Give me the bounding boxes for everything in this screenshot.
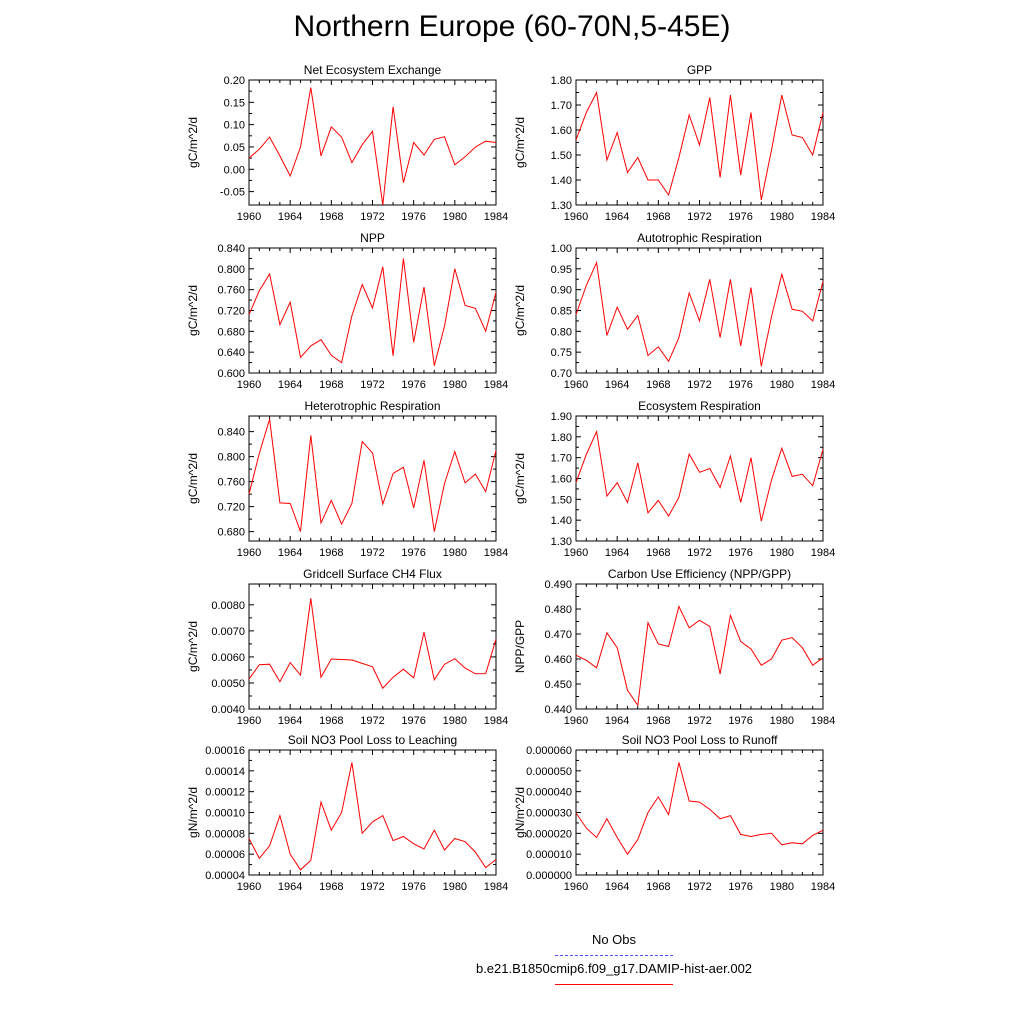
- y-tick-label: 0.800: [217, 263, 245, 276]
- x-tick-label: 1972: [360, 211, 385, 223]
- y-tick-label: 0.720: [217, 501, 245, 514]
- y-tick-label: 1.40: [550, 515, 572, 528]
- x-tick-label: 1980: [769, 715, 795, 727]
- series-line: [576, 763, 823, 855]
- y-tick-label: 0.760: [217, 476, 245, 489]
- x-tick-label: 1976: [728, 547, 753, 559]
- y-tick-label: 0.800: [217, 451, 245, 464]
- x-tick-label: 1964: [604, 881, 630, 893]
- y-tick-label: 1.60: [550, 473, 572, 486]
- y-tick-label: 0.450: [544, 679, 572, 691]
- y-tick-label: 1.70: [550, 100, 572, 112]
- x-tick-label: 1960: [236, 547, 262, 559]
- x-tick-label: 1984: [483, 547, 509, 559]
- y-axis-label: gC/m^2/d: [513, 117, 527, 168]
- x-tick-label: 1964: [277, 715, 303, 727]
- y-tick-label: 0.840: [217, 243, 245, 255]
- y-tick-label: 0.75: [550, 347, 572, 360]
- y-axis-label: gC/m^2/d: [186, 285, 200, 336]
- x-tick-label: 1976: [401, 715, 426, 727]
- x-tick-label: 1972: [360, 547, 385, 559]
- y-tick-label: 0.490: [544, 579, 572, 591]
- y-tick-label: 0.70: [550, 368, 572, 380]
- y-tick-label: 1.30: [550, 200, 572, 212]
- y-tick-label: 0.00: [223, 164, 245, 177]
- y-tick-label: 0.000060: [526, 745, 572, 757]
- legend-model-line: [555, 984, 673, 985]
- y-tick-label: 0.470: [544, 629, 572, 641]
- y-tick-label: 1.60: [550, 125, 572, 137]
- series-line: [249, 763, 496, 870]
- chart-panel-10: [513, 733, 835, 893]
- chart-panel-9: [186, 733, 508, 893]
- x-tick-label: 1984: [810, 547, 836, 559]
- x-tick-label: 1968: [319, 379, 344, 391]
- x-tick-label: 1984: [483, 211, 509, 223]
- y-tick-label: 1.40: [550, 175, 572, 187]
- x-tick-label: 1960: [563, 211, 589, 223]
- plot-frame: [249, 416, 496, 541]
- y-tick-label: 0.720: [217, 305, 245, 318]
- y-axis-label: gC/m^2/d: [513, 453, 527, 504]
- y-tick-label: 0.20: [223, 75, 245, 87]
- x-tick-label: 1972: [360, 881, 385, 893]
- y-axis-label: gC/m^2/d: [186, 453, 200, 504]
- y-axis-label: gN/m^2/d: [513, 787, 527, 838]
- x-tick-label: 1976: [728, 211, 753, 223]
- y-tick-label: 0.000030: [526, 807, 572, 820]
- y-tick-label: 0.760: [217, 284, 245, 297]
- y-tick-label: 0.00010: [205, 807, 245, 820]
- chart-panel-6: [513, 399, 835, 559]
- y-tick-label: 0.440: [544, 704, 572, 716]
- y-axis-label: gN/m^2/d: [186, 787, 200, 838]
- chart-title: Carbon Use Efficiency (NPP/GPP): [607, 567, 792, 581]
- x-tick-label: 1984: [810, 211, 836, 223]
- chart-panel-2: [513, 63, 835, 223]
- y-tick-label: 0.640: [217, 347, 245, 360]
- x-tick-label: 1976: [401, 881, 426, 893]
- x-tick-label: 1968: [319, 211, 344, 223]
- chart-title: Soil NO3 Pool Loss to Leaching: [287, 733, 458, 747]
- y-tick-label: 0.460: [544, 654, 572, 666]
- chart-title: Soil NO3 Pool Loss to Runoff: [621, 733, 778, 747]
- y-tick-label: 0.600: [217, 368, 245, 380]
- x-tick-label: 1972: [687, 211, 712, 223]
- series-line: [249, 88, 496, 205]
- y-tick-label: 0.00004: [205, 870, 245, 882]
- series-line: [576, 432, 823, 522]
- x-tick-label: 1984: [483, 715, 509, 727]
- legend-obs-line: [555, 955, 673, 956]
- x-tick-label: 1968: [319, 881, 344, 893]
- plot-frame: [249, 80, 496, 205]
- y-tick-label: 0.0060: [211, 651, 245, 664]
- chart-title: Ecosystem Respiration: [638, 399, 761, 413]
- legend-model-label: b.e21.B1850cmip6.f09_g17.DAMIP-hist-aer.002: [475, 961, 753, 976]
- chart-title: Net Ecosystem Exchange: [303, 63, 442, 77]
- x-tick-label: 1980: [442, 547, 468, 559]
- y-tick-label: 0.000010: [526, 849, 572, 862]
- plot-frame: [249, 584, 496, 709]
- x-tick-label: 1984: [810, 881, 836, 893]
- x-tick-label: 1968: [646, 881, 671, 893]
- chart-title: Heterotrophic Respiration: [304, 399, 441, 413]
- x-tick-label: 1960: [236, 211, 262, 223]
- series-line: [576, 263, 823, 367]
- y-tick-label: 0.80: [550, 326, 572, 339]
- series-line: [249, 258, 496, 365]
- x-tick-label: 1972: [687, 379, 712, 391]
- y-tick-label: 0.00006: [205, 849, 245, 862]
- x-tick-label: 1984: [810, 379, 836, 391]
- x-tick-label: 1976: [728, 881, 753, 893]
- y-tick-label: 1.90: [550, 411, 572, 423]
- x-tick-label: 1972: [687, 881, 712, 893]
- x-tick-label: 1968: [319, 547, 344, 559]
- x-tick-label: 1972: [687, 547, 712, 559]
- series-line: [576, 607, 823, 706]
- x-tick-label: 1976: [728, 715, 753, 727]
- y-tick-label: 0.90: [550, 284, 572, 297]
- chart-panel-1: [186, 63, 508, 223]
- y-tick-label: 1.30: [550, 536, 572, 548]
- x-tick-label: 1980: [769, 379, 795, 391]
- y-axis-label: gC/m^2/d: [186, 621, 200, 672]
- y-tick-label: 0.00014: [205, 765, 245, 778]
- x-tick-label: 1960: [236, 881, 262, 893]
- y-axis-label: gC/m^2/d: [186, 117, 200, 168]
- chart-title: GPP: [686, 63, 713, 77]
- plot-frame: [249, 750, 496, 875]
- x-tick-label: 1980: [442, 715, 468, 727]
- chart-title: Gridcell Surface CH4 Flux: [303, 567, 442, 581]
- y-tick-label: 0.0040: [211, 704, 245, 716]
- x-tick-label: 1972: [360, 715, 385, 727]
- chart-title: Autotrophic Respiration: [637, 231, 762, 245]
- x-tick-label: 1980: [442, 881, 468, 893]
- page-title: Northern Europe (60-70N,5-45E): [293, 10, 731, 43]
- plot-frame: [576, 248, 823, 373]
- x-tick-label: 1980: [442, 379, 468, 391]
- y-tick-label: 0.85: [550, 305, 572, 318]
- series-line: [249, 598, 496, 688]
- y-tick-label: 0.10: [223, 119, 245, 132]
- y-tick-label: 0.680: [217, 526, 245, 539]
- chart-title: NPP: [360, 231, 385, 245]
- y-tick-label: 1.00: [550, 243, 572, 255]
- x-tick-label: 1964: [604, 715, 630, 727]
- x-tick-label: 1964: [277, 379, 303, 391]
- x-tick-label: 1964: [604, 379, 630, 391]
- x-tick-label: 1964: [277, 547, 303, 559]
- y-tick-label: 0.00012: [205, 786, 245, 799]
- y-tick-label: 1.80: [550, 75, 572, 87]
- y-tick-label: 0.05: [223, 141, 245, 154]
- x-tick-label: 1968: [319, 715, 344, 727]
- x-tick-label: 1960: [563, 715, 589, 727]
- x-tick-label: 1972: [687, 715, 712, 727]
- x-tick-label: 1964: [277, 211, 303, 223]
- y-tick-label: 0.000000: [526, 870, 572, 882]
- chart-panel-4: [513, 231, 835, 391]
- series-line: [249, 419, 496, 531]
- x-tick-label: 1960: [563, 547, 589, 559]
- series-line: [576, 93, 823, 201]
- y-axis-label: gC/m^2/d: [513, 285, 527, 336]
- x-tick-label: 1980: [442, 211, 468, 223]
- x-tick-label: 1964: [604, 211, 630, 223]
- y-tick-label: 0.000040: [526, 786, 572, 799]
- x-tick-label: 1968: [646, 547, 671, 559]
- y-tick-label: 1.70: [550, 452, 572, 465]
- y-tick-label: 0.00016: [205, 745, 245, 757]
- x-tick-label: 1984: [483, 881, 509, 893]
- y-tick-label: 1.80: [550, 431, 572, 444]
- y-tick-label: 0.0080: [211, 599, 245, 612]
- y-tick-label: 0.95: [550, 263, 572, 276]
- x-tick-label: 1960: [236, 379, 262, 391]
- y-tick-label: -0.05: [219, 186, 245, 199]
- x-tick-label: 1980: [769, 211, 795, 223]
- chart-panel-8: [513, 567, 835, 727]
- x-tick-label: 1960: [236, 715, 262, 727]
- plot-frame: [576, 750, 823, 875]
- x-tick-label: 1968: [646, 715, 671, 727]
- legend-obs-label: No Obs: [591, 932, 637, 947]
- x-tick-label: 1968: [646, 211, 671, 223]
- x-tick-label: 1980: [769, 881, 795, 893]
- y-tick-label: 0.0070: [211, 625, 245, 638]
- x-tick-label: 1976: [401, 379, 426, 391]
- y-tick-label: 0.000050: [526, 765, 572, 778]
- y-tick-label: 0.840: [217, 426, 245, 439]
- y-tick-label: 0.00008: [205, 828, 245, 841]
- chart-panel-5: [186, 399, 508, 559]
- y-axis-label: NPP/GPP: [513, 619, 527, 674]
- y-tick-label: 0.680: [217, 326, 245, 339]
- chart-panel-3: [186, 231, 508, 391]
- x-tick-label: 1980: [769, 547, 795, 559]
- x-tick-label: 1964: [604, 547, 630, 559]
- plot-frame: [576, 584, 823, 709]
- y-tick-label: 0.480: [544, 604, 572, 616]
- x-tick-label: 1968: [646, 379, 671, 391]
- x-tick-label: 1960: [563, 881, 589, 893]
- y-tick-label: 0.000020: [526, 828, 572, 841]
- x-tick-label: 1976: [728, 379, 753, 391]
- x-tick-label: 1984: [483, 379, 509, 391]
- x-tick-label: 1960: [563, 379, 589, 391]
- x-tick-label: 1984: [810, 715, 836, 727]
- x-tick-label: 1972: [360, 379, 385, 391]
- y-tick-label: 0.15: [223, 97, 245, 110]
- chart-panel-7: [186, 567, 508, 727]
- x-tick-label: 1964: [277, 881, 303, 893]
- x-tick-label: 1976: [401, 211, 426, 223]
- y-tick-label: 1.50: [550, 494, 572, 507]
- x-tick-label: 1976: [401, 547, 426, 559]
- y-tick-label: 1.50: [550, 150, 572, 162]
- plot-frame: [576, 416, 823, 541]
- y-tick-label: 0.0050: [211, 677, 245, 690]
